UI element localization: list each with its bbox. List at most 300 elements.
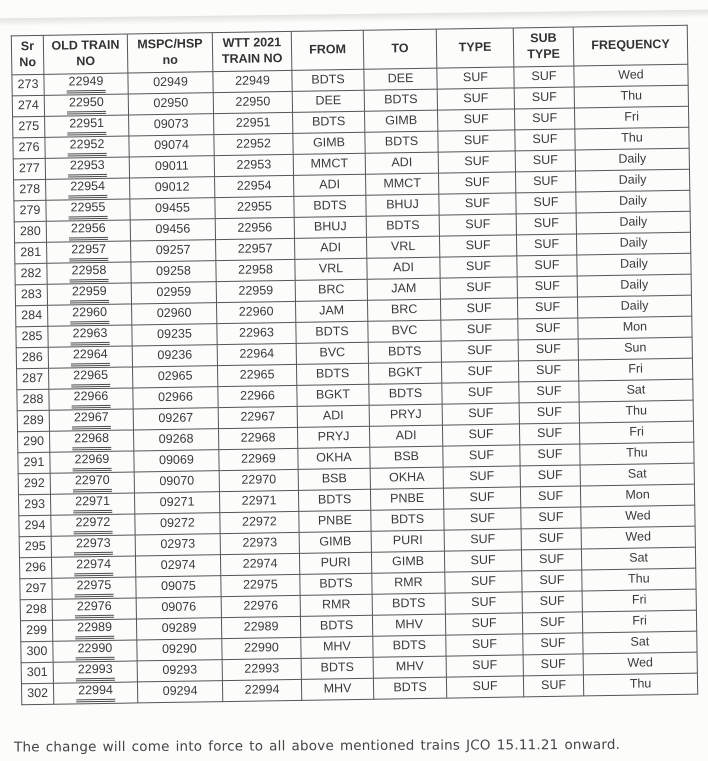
table-cell: SUF	[442, 382, 519, 404]
table-cell: BDTS	[373, 677, 446, 699]
table-cell: SUF	[438, 172, 515, 194]
table-cell: BDTS	[300, 573, 372, 595]
table-cell: SUF	[438, 130, 515, 152]
table-cell: SUF	[514, 108, 574, 130]
table-cell: Daily	[577, 274, 691, 297]
table-cell: Wed	[574, 64, 688, 87]
table-cell: SUF	[520, 444, 580, 466]
table-cell: BDTS	[293, 111, 365, 133]
table-cell: 22965	[217, 364, 296, 386]
table-cell: BDTS	[368, 341, 441, 363]
table-cell: Sat	[579, 379, 693, 402]
table-cell: PURI	[371, 530, 444, 552]
table-cell: 281	[15, 242, 47, 264]
table-cell: SUF	[521, 507, 581, 529]
footer-note: The change will come into force to all above mentioned trains JCO 15.11.21 onward.	[13, 736, 621, 756]
table-cell: 09289	[136, 618, 221, 640]
old-train-no-cell	[53, 682, 137, 704]
table-cell: ADI	[295, 237, 367, 259]
old-train-no: 22959	[70, 285, 109, 303]
old-train-no: 22968	[72, 432, 111, 450]
table-cell: Wed	[581, 526, 695, 549]
old-train-no: 22967	[72, 411, 111, 429]
old-train-no: 22964	[71, 348, 110, 366]
table-cell: SUF	[441, 361, 518, 383]
column-header: TO	[363, 29, 437, 69]
table-cell: SUF	[437, 88, 514, 110]
table-cell: RMR	[300, 594, 372, 616]
old-train-no: 22975	[74, 579, 113, 597]
table-cell: GIMB	[365, 110, 438, 132]
old-train-no: 22969	[72, 453, 111, 471]
old-train-no-cell	[52, 577, 136, 599]
table-cell: 22989	[221, 616, 300, 638]
table-cell: SUF	[521, 528, 581, 550]
table-cell: SUF	[442, 403, 519, 425]
table-cell: 295	[19, 536, 51, 558]
table-cell: BDTS	[369, 383, 442, 405]
table-cell: SUF	[520, 465, 580, 487]
table-cell: 277	[13, 158, 45, 180]
table-cell: BSB	[370, 446, 443, 468]
table-cell: BDTS	[364, 89, 437, 111]
table-cell: 09235	[132, 324, 217, 346]
table-cell: 22952	[214, 133, 293, 155]
table-cell: PRYJ	[369, 404, 442, 426]
table-cell: SUF	[518, 318, 578, 340]
old-train-no: 22972	[73, 516, 112, 534]
table-cell: GIMB	[293, 132, 365, 154]
table-cell: 293	[18, 494, 50, 516]
table-cell: BGKT	[368, 362, 441, 384]
table-cell: 22970	[219, 469, 298, 491]
table-cell: 09074	[129, 135, 214, 157]
table-cell: MHV	[372, 614, 445, 636]
table-cell: Daily	[575, 148, 689, 171]
table-cell: 22990	[222, 637, 301, 659]
table-cell: 02959	[131, 282, 216, 304]
old-train-no: 22990	[75, 642, 114, 660]
table-cell: 09271	[134, 492, 219, 514]
table-cell: Thu	[575, 127, 689, 150]
old-train-no: 22958	[70, 264, 109, 282]
table-cell: BDTS	[300, 615, 372, 637]
table-cell: 09073	[129, 114, 214, 136]
table-cell: MHV	[373, 656, 446, 678]
old-train-no: 22976	[75, 600, 114, 618]
old-train-no: 22954	[68, 180, 107, 198]
old-train-no-cell	[49, 409, 133, 431]
old-train-no: 22951	[67, 117, 106, 135]
table-cell: SUF	[439, 214, 516, 236]
table-cell: SUF	[439, 235, 516, 257]
old-train-no-cell	[46, 199, 130, 221]
table-cell: 291	[18, 452, 50, 474]
table-cell: VRL	[295, 258, 367, 280]
table-cell: SUF	[443, 466, 520, 488]
table-cell: SUF	[523, 675, 583, 697]
table-cell: 22975	[221, 574, 300, 596]
table-cell: BDTS	[298, 489, 370, 511]
table-cell: VRL	[366, 236, 439, 258]
column-header: Sr No	[11, 35, 44, 74]
old-train-no: 22953	[68, 159, 107, 177]
table-cell: BDTS	[372, 593, 445, 615]
table-cell: OKHA	[370, 467, 443, 489]
table-cell: SUF	[445, 613, 522, 635]
table-cell: Sat	[581, 547, 695, 570]
table-cell: PURI	[299, 552, 371, 574]
table-cell: 02965	[133, 366, 218, 388]
table-cell: 273	[12, 74, 44, 96]
table-cell: 09268	[133, 429, 218, 451]
table-cell: 22976	[221, 595, 300, 617]
table-cell: SUF	[440, 298, 517, 320]
table-cell: 283	[15, 284, 47, 306]
old-train-no: 22993	[76, 663, 115, 681]
table-cell: PRYJ	[297, 426, 369, 448]
table-cell: Daily	[576, 211, 690, 234]
table-cell: 279	[14, 200, 46, 222]
column-header: FREQUENCY	[573, 25, 688, 66]
old-train-no: 22957	[69, 243, 108, 261]
table-cell: 22993	[222, 658, 301, 680]
old-train-no: 22971	[73, 495, 112, 513]
table-cell: SUF	[445, 571, 522, 593]
table-cell: 09070	[134, 471, 219, 493]
table-cell: SUF	[440, 277, 517, 299]
table-cell: BDTS	[373, 635, 446, 657]
table-cell: 09069	[134, 450, 219, 472]
table-cell: SUF	[438, 151, 515, 173]
table-cell: 298	[20, 599, 52, 621]
table-cell: 301	[21, 662, 53, 684]
old-train-no-cell	[47, 241, 131, 263]
table-cell: 09236	[132, 345, 217, 367]
table-cell: 09294	[137, 681, 222, 703]
table-cell: SUF	[515, 171, 575, 193]
table-cell: PNBE	[370, 488, 443, 510]
old-train-no: 22970	[73, 474, 112, 492]
table-cell: SUF	[445, 592, 522, 614]
table-cell: 02974	[135, 555, 220, 577]
table-cell: Fri	[582, 610, 696, 633]
old-train-no-cell	[51, 535, 135, 557]
table-cell: 09258	[131, 261, 216, 283]
table-cell: 22954	[215, 175, 294, 197]
table-cell: SUF	[523, 633, 583, 655]
table-cell: Thu	[574, 85, 688, 108]
table-cell: 09456	[130, 219, 215, 241]
table-cell: 02960	[132, 303, 217, 325]
train-table-wrapper	[11, 25, 697, 706]
table-cell: BDTS	[292, 69, 364, 91]
table-cell: 22966	[218, 385, 297, 407]
table-cell: SUF	[520, 486, 580, 508]
table-cell: DEE	[292, 90, 364, 112]
table-cell: JAM	[367, 278, 440, 300]
old-train-no: 22960	[70, 306, 109, 324]
train-table	[11, 25, 698, 706]
table-cell: SUF	[446, 655, 523, 677]
column-header: FROM	[291, 30, 364, 70]
table-cell: ADI	[297, 405, 369, 427]
table-cell: SUF	[519, 423, 579, 445]
old-train-no-cell	[49, 367, 133, 389]
table-cell: OKHA	[298, 447, 370, 469]
table-cell: DEE	[364, 68, 437, 90]
table-cell: 22994	[222, 679, 301, 701]
old-train-no-cell	[51, 556, 135, 578]
table-cell: 297	[20, 578, 52, 600]
old-train-no-cell	[51, 514, 135, 536]
table-cell: BDTS	[296, 321, 368, 343]
old-train-no-cell	[50, 493, 134, 515]
table-cell: Fri	[574, 106, 688, 129]
table-cell: 22964	[217, 343, 296, 365]
table-cell: RMR	[372, 572, 445, 594]
table-cell: 22968	[218, 427, 297, 449]
table-cell: ADI	[367, 257, 440, 279]
table-cell: SUF	[515, 150, 575, 172]
table-cell: 289	[17, 410, 49, 432]
table-cell: Fri	[578, 358, 692, 381]
table-cell: 22959	[216, 280, 295, 302]
table-cell: SUF	[446, 676, 523, 698]
table-cell: 299	[20, 620, 52, 642]
table-cell: SUF	[442, 424, 519, 446]
old-train-no: 22973	[74, 537, 113, 555]
table-cell: Wed	[583, 652, 697, 675]
old-train-no-cell	[50, 430, 134, 452]
table-cell: SUF	[443, 445, 520, 467]
table-cell: SUF	[446, 634, 523, 656]
table-cell: BDTS	[371, 509, 444, 531]
table-cell: SUF	[516, 213, 576, 235]
table-cell: 22972	[220, 511, 299, 533]
old-train-no: 22956	[69, 222, 108, 240]
table-cell: Daily	[576, 232, 690, 255]
table-cell: 09267	[133, 408, 218, 430]
table-cell: JAM	[295, 300, 367, 322]
table-cell: 22969	[219, 448, 298, 470]
table-cell: ADI	[294, 174, 366, 196]
old-train-no-cell	[46, 220, 130, 242]
table-cell: BDTS	[365, 131, 438, 153]
table-cell: SUF	[518, 360, 578, 382]
table-cell: SUF	[438, 109, 515, 131]
old-train-no-cell	[46, 178, 130, 200]
table-cell: BDTS	[366, 215, 439, 237]
old-train-no-cell	[52, 598, 136, 620]
table-cell: Thu	[582, 568, 696, 591]
table-cell: Thu	[583, 673, 697, 696]
table-cell: SUF	[519, 402, 579, 424]
table-cell: 09290	[137, 639, 222, 661]
table-cell: 09012	[130, 177, 215, 199]
old-train-no: 22949	[67, 75, 106, 93]
table-cell: BGKT	[297, 384, 369, 406]
old-train-no-cell	[49, 388, 133, 410]
old-train-no-cell	[45, 157, 129, 179]
old-train-no-cell	[45, 136, 129, 158]
old-train-no-cell	[47, 262, 131, 284]
table-cell: Daily	[576, 190, 690, 213]
table-cell: 22955	[215, 196, 294, 218]
table-cell: BRC	[367, 299, 440, 321]
table-cell: 284	[16, 305, 48, 327]
table-cell: Mon	[578, 316, 692, 339]
old-train-no-cell	[50, 472, 134, 494]
table-cell: 290	[18, 431, 50, 453]
old-train-no: 22952	[68, 138, 107, 156]
table-cell: 280	[14, 221, 46, 243]
table-cell: SUF	[521, 549, 581, 571]
table-cell: Fri	[579, 421, 693, 444]
scan-edge-artifact	[0, 10, 708, 27]
table-cell: 274	[12, 95, 44, 117]
table-cell: 09257	[131, 240, 216, 262]
table-cell: SUF	[522, 612, 582, 634]
table-cell: 09272	[135, 513, 220, 535]
old-train-no-cell	[45, 115, 129, 137]
table-cell: ADI	[365, 152, 438, 174]
table-cell: 02973	[135, 534, 220, 556]
table-cell: SUF	[522, 591, 582, 613]
table-cell: 09075	[136, 576, 221, 598]
table-cell: SUF	[514, 66, 574, 88]
table-cell: Daily	[577, 295, 691, 318]
old-train-no-cell	[48, 304, 132, 326]
table-cell: 300	[21, 641, 53, 663]
table-cell: SUF	[519, 381, 579, 403]
old-train-no: 22950	[67, 96, 106, 114]
table-cell: 22949	[213, 70, 292, 92]
table-cell: Thu	[579, 400, 693, 423]
table-cell: SUF	[443, 487, 520, 509]
table-cell: 22974	[220, 553, 299, 575]
column-header: TYPE	[436, 28, 514, 68]
table-cell: BSB	[298, 468, 370, 490]
old-train-no-cell	[50, 451, 134, 473]
table-cell: SUF	[518, 339, 578, 361]
table-cell: SUF	[523, 654, 583, 676]
table-cell: Sun	[578, 337, 692, 360]
table-cell: SUF	[444, 550, 521, 572]
table-cell: 22960	[217, 301, 296, 323]
table-cell: BDTS	[294, 195, 366, 217]
table-cell: 22957	[216, 238, 295, 260]
old-train-no-cell	[48, 325, 132, 347]
table-cell: SUF	[444, 508, 521, 530]
table-cell: MMCT	[293, 153, 365, 175]
old-train-no-cell	[48, 346, 132, 368]
old-train-no: 22965	[71, 369, 110, 387]
table-cell: GIMB	[371, 551, 444, 573]
table-cell: SUF	[517, 297, 577, 319]
table-cell: BDTS	[301, 657, 373, 679]
table-cell: 22967	[218, 406, 297, 428]
table-cell: Mon	[580, 484, 694, 507]
table-cell: 288	[17, 389, 49, 411]
table-cell: 09293	[137, 660, 222, 682]
old-train-no: 22994	[76, 684, 115, 702]
table-cell: Wed	[581, 505, 695, 528]
column-header: WTT 2021 TRAIN NO	[212, 31, 292, 71]
old-train-no-cell	[47, 283, 131, 305]
table-cell: SUF	[441, 319, 518, 341]
table-cell: 02950	[128, 93, 213, 115]
table-cell: 22956	[215, 217, 294, 239]
table-cell: SUF	[444, 529, 521, 551]
old-train-no-cell	[53, 640, 137, 662]
table-cell: SUF	[516, 234, 576, 256]
table-cell: BHUJ	[294, 216, 366, 238]
table-cell: SUF	[437, 67, 514, 89]
old-train-no: 22966	[71, 390, 110, 408]
old-train-no: 22989	[75, 621, 114, 639]
table-cell: SUF	[517, 255, 577, 277]
old-train-no-cell	[44, 94, 128, 116]
table-cell: Sat	[580, 463, 694, 486]
old-train-no-cell	[52, 619, 136, 641]
table-cell: 275	[13, 116, 45, 138]
table-cell: MMCT	[366, 173, 439, 195]
table-cell: 09455	[130, 198, 215, 220]
column-header: MSPC/HSP no	[127, 33, 213, 73]
table-cell: Sat	[583, 631, 697, 654]
table-cell: BVC	[296, 342, 368, 364]
old-train-no-cell	[44, 73, 128, 95]
table-cell: Daily	[575, 169, 689, 192]
table-cell: SUF	[439, 193, 516, 215]
table-cell: 287	[17, 368, 49, 390]
table-cell: 22971	[219, 490, 298, 512]
table-cell: SUF	[440, 256, 517, 278]
table-cell: 296	[19, 557, 51, 579]
old-train-no-cell	[53, 661, 137, 683]
column-header: SUB TYPE	[513, 27, 574, 67]
table-cell: MHV	[301, 678, 373, 700]
table-cell: 276	[13, 137, 45, 159]
table-cell: 22953	[214, 154, 293, 176]
table-cell: PNBE	[299, 510, 371, 532]
table-cell: 292	[18, 473, 50, 495]
table-cell: SUF	[514, 87, 574, 109]
table-cell: BHUJ	[366, 194, 439, 216]
table-cell: Thu	[580, 442, 694, 465]
table-cell: 285	[16, 326, 48, 348]
table-cell: SUF	[522, 570, 582, 592]
old-train-no: 22955	[69, 201, 108, 219]
table-cell: 282	[15, 263, 47, 285]
table-cell: 286	[16, 347, 48, 369]
column-header: OLD TRAIN NO	[43, 34, 128, 74]
table-cell: Fri	[582, 589, 696, 612]
table-cell: GIMB	[299, 531, 371, 553]
table-cell: BVC	[368, 320, 441, 342]
table-cell: SUF	[517, 276, 577, 298]
table-cell: 22951	[214, 112, 293, 134]
table-cell: 278	[14, 179, 46, 201]
table-cell: SUF	[516, 192, 576, 214]
table-cell: 02949	[128, 72, 213, 94]
table-cell: Daily	[577, 253, 691, 276]
table-cell: BRC	[295, 279, 367, 301]
table-cell: 22958	[216, 259, 295, 281]
table-cell: SUF	[441, 340, 518, 362]
table-cell: BDTS	[296, 363, 368, 385]
